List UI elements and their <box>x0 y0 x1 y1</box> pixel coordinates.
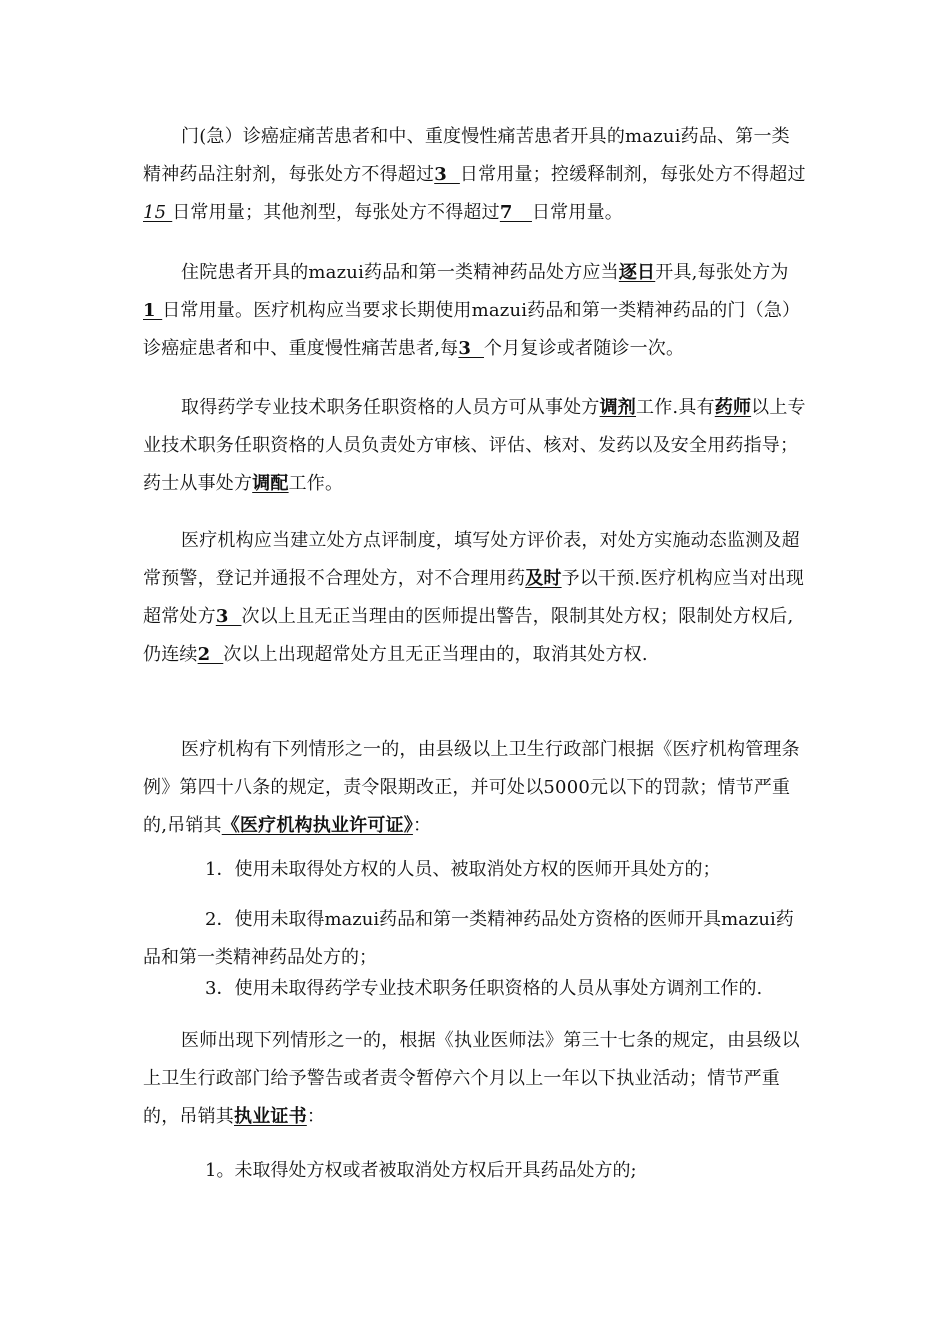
fill-blank-controlled-release-days: 15 <box>143 202 173 223</box>
text-segment: 日常用量；其他剂型，每张处方不得超过 <box>172 202 500 223</box>
paragraph-pharmacist-qualifications <box>143 389 807 503</box>
text-segment: ： <box>306 1106 326 1127</box>
text-segment: 医师出现下列情形之一的，根据《执业医师法》第三十七条的规定，由县级以上卫生行政部门给予警告或者责令暂停六个月以上一年以下执业活动；情节严重的，吊销其 <box>143 1030 800 1127</box>
emphasis-preparation: 调配 <box>252 473 289 494</box>
paragraph-physician-penalties <box>143 1022 807 1136</box>
fill-blank-injection-days: 3 <box>434 164 460 185</box>
fill-blank-revocation-count: 2 <box>197 644 224 665</box>
list-item: 2．使用未取得mazui药品和第一类精神药品处方资格的医师开具mazui药品和第一类精神药品处方的； <box>143 909 794 968</box>
emphasis-pharmacist: 药师 <box>714 397 752 418</box>
text-segment: 工作。 <box>288 473 344 494</box>
text-segment: 日常用量。医疗机构应当要求长期使用mazui药品和第一类精神药品的门（急）诊癌症患者和中、重度慢性痛苦患者,每 <box>143 300 801 359</box>
paragraph-institution-penalties <box>143 731 807 845</box>
fill-blank-followup-months: 3 <box>458 338 484 359</box>
text-segment: 住院患者开具的mazui药品和第一类精神药品处方应当 <box>181 262 619 283</box>
text-segment: 取得药学专业技术职务任职资格的人员方可从事处方 <box>181 397 600 418</box>
emphasis-daily: 逐日 <box>618 262 656 283</box>
text-segment: 开具,每张处方为 <box>655 262 789 283</box>
paragraph-inpatient-prescriptions <box>143 254 807 368</box>
text-segment: 日常用量。 <box>531 202 623 223</box>
fill-blank-inpatient-days: 1 <box>143 300 163 321</box>
emphasis-timely: 及时 <box>525 568 562 589</box>
fill-blank-other-forms-days: 7 <box>499 202 532 223</box>
text-segment: ： <box>412 815 432 836</box>
text-segment: 予以干预.医疗机构应当对出现超常处方 <box>143 568 805 627</box>
list-item: 1．使用未取得处方权的人员、被取消处方权的医师开具处方的； <box>205 859 721 880</box>
text-segment: 次以上且无正当理由的医师提出警告，限制其处方权；限制处方权后,仍连续 <box>143 606 794 665</box>
emphasis-dispensing: 调剂 <box>599 397 637 418</box>
text-segment: 次以上出现超常处方且无正当理由的，取消其处方权. <box>223 644 648 665</box>
paragraph-prescription-review <box>143 522 807 674</box>
text-segment: 日常用量；控缓释制剂，每张处方不得超过 <box>459 164 806 185</box>
text-segment: 以上专业技术职务任职资格的人员负责处方审核、评估、核对、发药以及安全用药指导；药士从事处方 <box>143 397 806 494</box>
text-segment: 医疗机构有下列情形之一的，由县级以上卫生行政部门根据《医疗机构管理条例》第四十八条的规定，责令限期改正，并可处以5000元以下的罚款；情节严重的,吊销其 <box>143 739 800 836</box>
list-item: 1。未取得处方权或者被取消处方权后开具药品处方的; <box>205 1160 637 1181</box>
text-segment: 医疗机构应当建立处方点评制度，填写处方评价表，对处方实施动态监测及超常预警，登记并通报不合理处方，对不合理用药 <box>143 530 800 589</box>
text-segment: 门(急）诊癌症痛苦患者和中、重度慢性痛苦患者开具的mazui药品、第一类精神药品注射剂，每张处方不得超过 <box>143 126 790 185</box>
list-item: 3．使用未取得药学专业技术职务任职资格的人员从事处方调剂工作的. <box>205 978 763 999</box>
fill-blank-warning-count: 3 <box>215 606 242 627</box>
paragraph-prescription-limits <box>143 118 807 232</box>
emphasis-license-name: 《医疗机构执业许可证》 <box>221 815 413 836</box>
emphasis-practice-certificate: 执业证书 <box>234 1106 307 1127</box>
text-segment: 个月复诊或者随诊一次。 <box>484 338 685 359</box>
text-segment: 工作.具有 <box>636 397 715 418</box>
